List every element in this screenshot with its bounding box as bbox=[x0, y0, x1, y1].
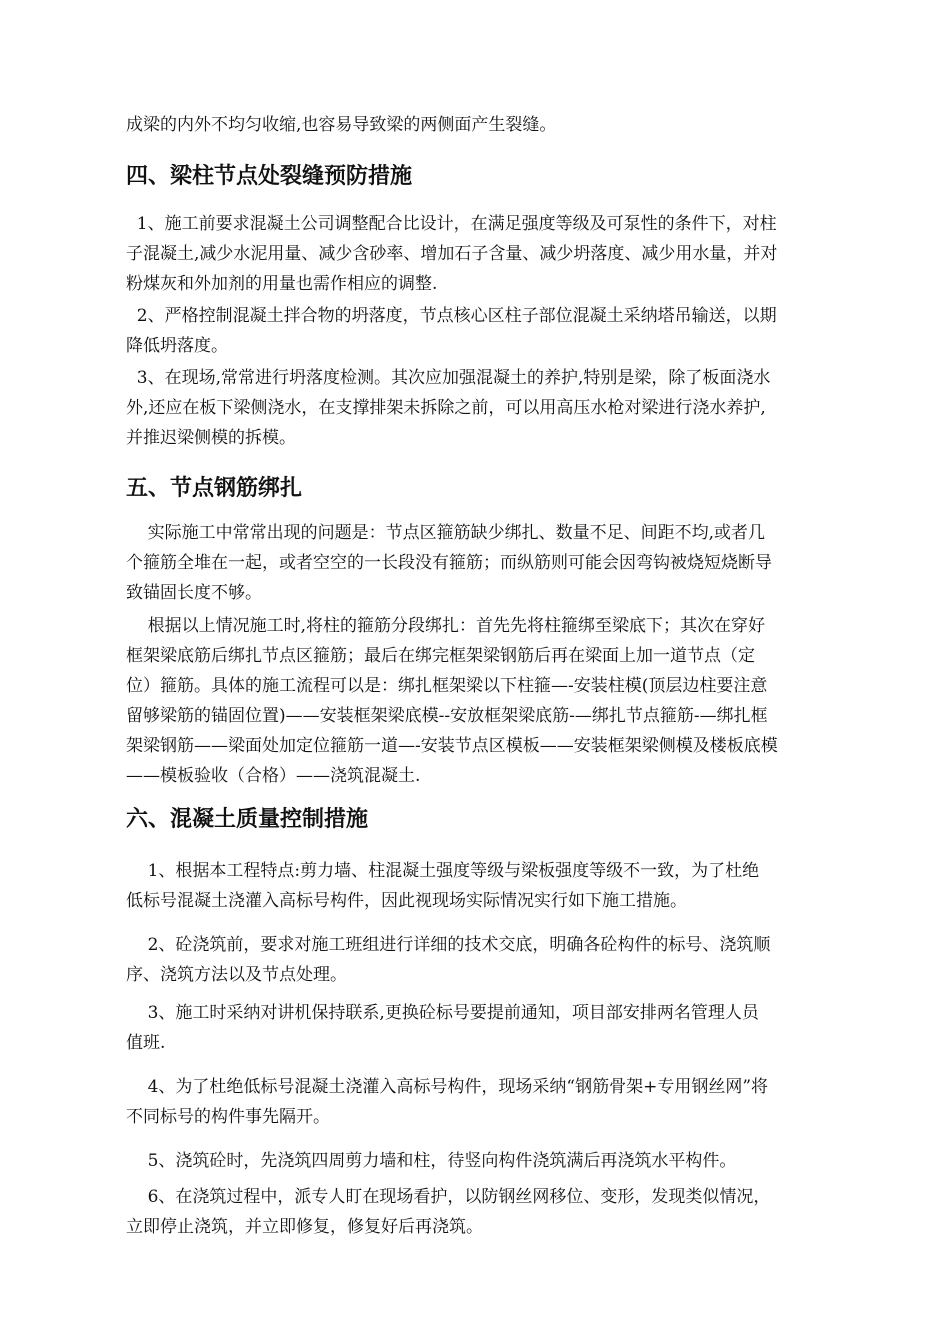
section-6-paragraph-5 bbox=[126, 1146, 860, 1176]
text-line: 立即停止浇筑，并立即修复，修复好后再浇筑。 bbox=[126, 1217, 483, 1237]
text-line: 根据以上情况施工时,将柱的箍筋分段绑扎：首先先将柱箍绑至梁底下；其次在穿好 bbox=[126, 616, 766, 636]
text-line: 位）箍筋。具体的施工流程可以是：绑扎框架梁以下柱箍—-安装柱模(顶层边柱要注意 bbox=[126, 676, 768, 696]
text-line: 5、浇筑砼时，先浇筑四周剪力墙和柱，待竖向构件浇筑满后再浇筑水平构件。 bbox=[126, 1151, 737, 1171]
text-line: 致锚固长度不够。 bbox=[126, 583, 262, 603]
intro-paragraph bbox=[126, 110, 860, 140]
section-6-paragraph-2 bbox=[126, 930, 860, 990]
text-line: 低标号混凝土浇灌入高标号构件，因此视现场实际情况实行如下施工措施。 bbox=[126, 891, 687, 911]
text-line: 不同标号的构件事先隔开。 bbox=[126, 1107, 330, 1127]
text-line: 框架梁底筋后绑扎节点区箍筋；最后在绑完框架梁钢筋后再在梁面上加一道节点（定 bbox=[126, 646, 755, 666]
text-line: ——模板验收（合格）——浇筑混凝土. bbox=[126, 766, 421, 786]
text-line: 降低坍落度。 bbox=[126, 336, 228, 356]
text-line: 外,还应在板下梁侧浇水，在支撑排架未拆除之前，可以用高压水枪对梁进行浇水养护, bbox=[126, 398, 766, 418]
section-6-paragraph-3 bbox=[126, 998, 860, 1058]
text-line: 并推迟梁侧模的拆模。 bbox=[126, 428, 296, 448]
text-line: 1、施工前要求混凝土公司调整配合比设计，在满足强度等级及可泵性的条件下，对柱 bbox=[126, 214, 777, 234]
text-line: 4、为了杜绝低标号混凝土浇灌入高标号构件，现场采纳“钢筋骨架+专用钢丝网”将 bbox=[126, 1077, 769, 1097]
section-4-paragraph-1 bbox=[126, 209, 860, 299]
text-line: 2、砼浇筑前，要求对施工班组进行详细的技术交底，明确各砼构件的标号、浇筑顺 bbox=[126, 935, 771, 955]
text-line: 架梁钢筋——梁面处加定位箍筋一道—-安装节点区模板——安装框架梁侧模及楼板底模 bbox=[126, 736, 778, 756]
text-line: 粉煤灰和外加剂的用量也需作相应的调整. bbox=[126, 274, 438, 294]
section-5-paragraph-2 bbox=[126, 611, 860, 791]
text-line: 实际施工中常常出现的问题是：节点区箍筋缺少绑扎、数量不足、间距不均,或者几 bbox=[126, 523, 766, 543]
text-line: 6、在浇筑过程中，派专人盯在现场看护，以防钢丝网移位、变形，发现类似情况， bbox=[126, 1187, 771, 1207]
section-4-paragraph-2 bbox=[126, 301, 860, 361]
section-6-heading: 六、混凝土质量控制措施 bbox=[126, 807, 369, 832]
text-line: 序、浇筑方法以及节点处理。 bbox=[126, 965, 347, 985]
text-line: 1、根据本工程特点:剪力墙、柱混凝土强度等级与梁板强度等级不一致，为了杜绝 bbox=[126, 861, 760, 881]
text-line: 个箍筋全堆在一起，或者空空的一长段没有箍筋；而纵筋则可能会因弯钩被烧短烧断导 bbox=[126, 553, 772, 573]
section-5-heading: 五、节点钢筋绑扎 bbox=[126, 476, 303, 501]
section-6-paragraph-4 bbox=[126, 1072, 860, 1132]
section-5-paragraph-1 bbox=[126, 518, 860, 608]
text-line: 成梁的内外不均匀收缩,也容易导致梁的两侧面产生裂缝。 bbox=[126, 115, 557, 135]
text-line: 值班. bbox=[126, 1033, 166, 1053]
section-6-paragraph-1 bbox=[126, 856, 860, 916]
section-4-heading: 四、梁柱节点处裂缝预防措施 bbox=[126, 164, 413, 189]
section-4-paragraph-3 bbox=[126, 363, 860, 453]
text-line: 3、施工时采纳对讲机保持联系,更换砼标号要提前通知，项目部安排两名管理人员 bbox=[126, 1003, 759, 1023]
text-line: 2、严格控制混凝土拌合物的坍落度，节点核心区柱子部位混凝土采纳塔吊输送，以期 bbox=[126, 306, 777, 326]
text-line: 留够梁筋的锚固位置)——安装框架梁底模--安放框架梁底筋-—绑扎节点箍筋-—绑扎框 bbox=[126, 706, 768, 726]
section-6-paragraph-6 bbox=[126, 1182, 860, 1242]
text-line: 子混凝土,减少水泥用量、减少含砂率、增加石子含量、减少坍落度、减少用水量，并对 bbox=[126, 244, 778, 264]
text-line: 3、在现场,常常进行坍落度检测。其次应加强混凝土的养护,特别是梁，除了板面浇水 bbox=[126, 368, 771, 388]
